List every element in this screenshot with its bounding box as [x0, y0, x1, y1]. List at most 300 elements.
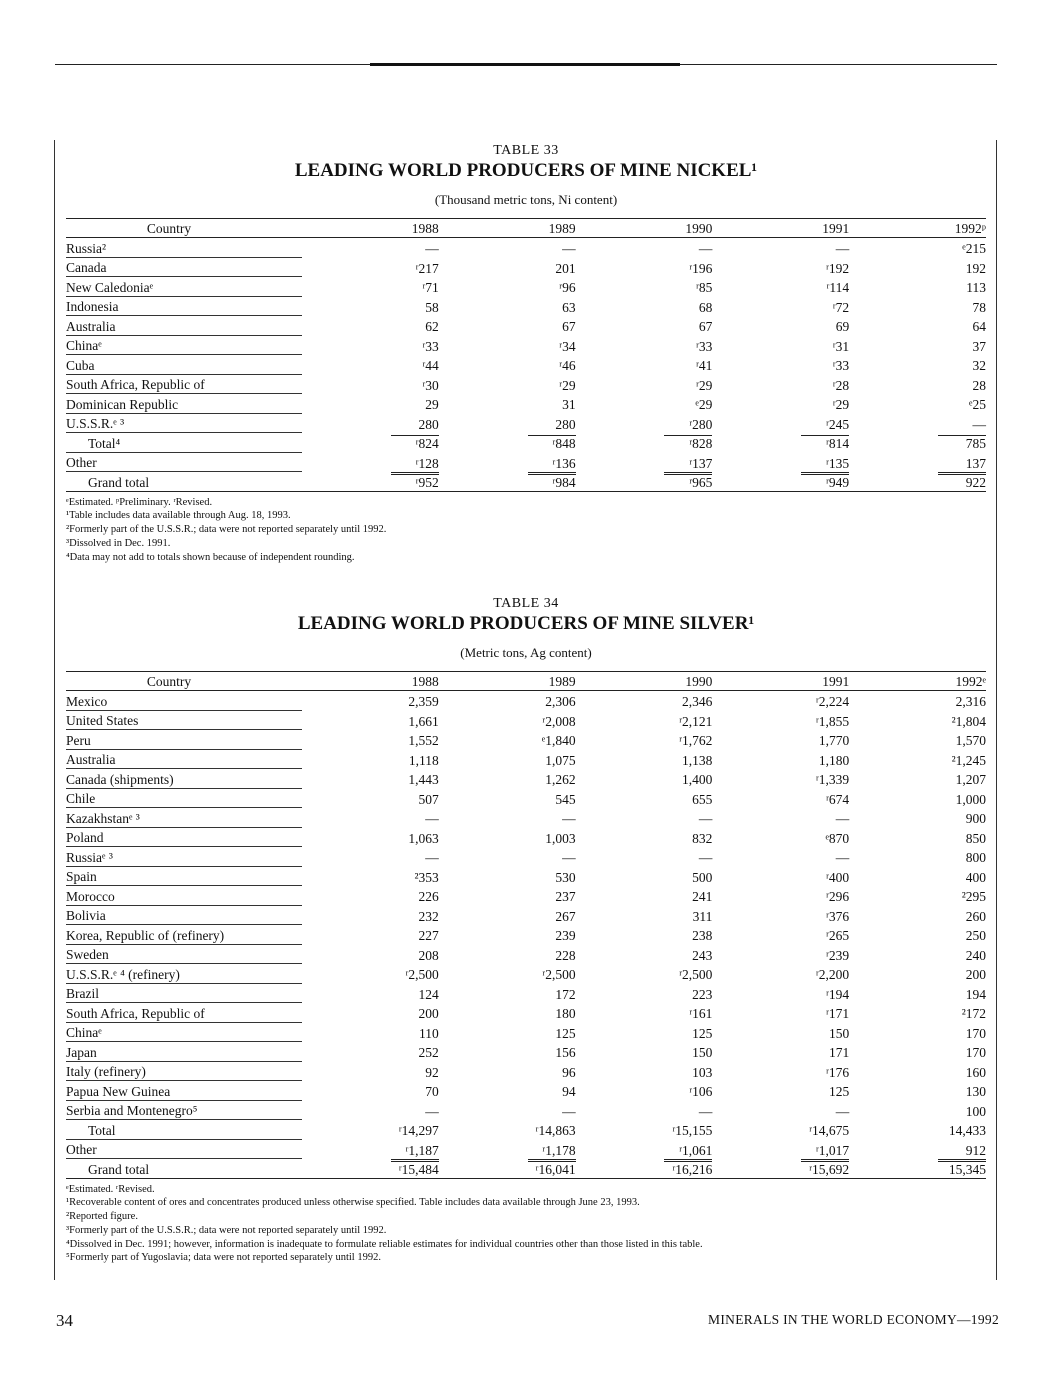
cell-value: — — [425, 1103, 439, 1119]
row-label: Total — [66, 1120, 302, 1140]
cell-value: 228 — [555, 947, 576, 963]
cell-value: 2,359 — [408, 694, 439, 709]
cell-value: ʳ828 — [576, 433, 713, 453]
cell-value: 900 — [965, 811, 986, 826]
table-row — [66, 472, 986, 492]
cell-value: — — [835, 850, 850, 865]
column-header-year: 1989 — [439, 672, 576, 691]
cell-value: ʳ161 — [689, 1006, 713, 1021]
cell-value: 1,207 — [955, 772, 986, 787]
table-title: LEADING WORLD PRODUCERS OF MINE SILVER¹ — [297, 613, 755, 634]
cell-value: 68 — [698, 299, 713, 315]
cell-value: 785 — [849, 433, 986, 453]
cell-value: ʳ31 — [832, 338, 850, 354]
cell-value: ʳ135 — [826, 455, 850, 471]
table-row — [66, 944, 986, 964]
cell-value: 232 — [418, 908, 439, 924]
table-number: TABLE 33 — [493, 143, 559, 158]
cell-value: 1,180 — [818, 752, 850, 768]
column-header-year: 1992ᵖ — [849, 219, 986, 238]
cell-value: ʳ46 — [559, 358, 576, 373]
cell-value: 922 — [849, 472, 986, 492]
cell-value: ʳ114 — [826, 280, 850, 295]
cell-value: 160 — [965, 1064, 986, 1080]
table-row — [66, 394, 986, 414]
cell-value: ʳ33 — [422, 338, 439, 354]
cell-value: 500 — [692, 869, 713, 885]
table-row — [66, 1042, 986, 1062]
cell-value: 37 — [972, 338, 986, 354]
cell-value: ʳ96 — [559, 280, 576, 295]
row-label: Sweden — [66, 944, 302, 964]
table-row — [66, 296, 986, 316]
cell-value: ʳ1,762 — [679, 733, 713, 748]
cell-value: 96 — [562, 1064, 576, 1080]
footnote: ⁵Formerly part of Yugoslavia; data were not reported separately until 1992. — [66, 1252, 381, 1264]
cell-value: ²1,804 — [951, 713, 986, 729]
cell-value: 1,138 — [682, 752, 713, 768]
table-row — [66, 788, 986, 808]
cell-value: ʳ137 — [689, 455, 713, 471]
cell-value: 14,433 — [948, 1123, 986, 1138]
cell-value: ʳ41 — [695, 358, 713, 373]
cell-value: 2,346 — [682, 694, 713, 709]
column-header-year: 1991 — [712, 672, 849, 691]
row-label: Bolivia — [66, 905, 302, 925]
footnote: ᵉEstimated. ʳRevised. — [66, 1183, 155, 1195]
cell-value: — — [425, 811, 439, 826]
cell-value: 113 — [966, 280, 986, 295]
cell-value: ʳ15,484 — [302, 1159, 439, 1179]
cell-value: 400 — [965, 869, 986, 885]
cell-value: 240 — [965, 947, 986, 963]
cell-value: 58 — [425, 299, 439, 315]
cell-value: 125 — [828, 1084, 850, 1099]
cell-value: 1,075 — [545, 752, 576, 768]
cell-value: ʳ1,187 — [405, 1142, 439, 1158]
cell-value: ᵉ1,840 — [541, 733, 576, 748]
footnote: ²Reported figure. — [66, 1211, 138, 1223]
cell-value: ʳ15,155 — [672, 1123, 713, 1138]
cell-value: ʳ15,692 — [712, 1159, 849, 1179]
row-label: Grand total — [66, 1159, 302, 1179]
footnote: ᵉEstimated. ᵖPreliminary. ʳRevised. — [66, 496, 213, 508]
cell-value: 252 — [418, 1045, 439, 1060]
cell-value: ʳ2,121 — [679, 713, 713, 729]
table-row — [66, 710, 986, 730]
column-header-year: 1990 — [576, 219, 713, 238]
cell-value: ʳ376 — [826, 908, 850, 924]
cell-value: ʳ965 — [576, 472, 713, 492]
cell-value: ʳ280 — [689, 416, 713, 432]
table-row — [66, 730, 986, 750]
cell-value: 125 — [692, 1025, 713, 1041]
cell-value: 124 — [418, 986, 439, 1002]
cell-value: ʳ28 — [832, 377, 850, 393]
row-label: South Africa, Republic of — [66, 374, 302, 394]
cell-value: ʳ400 — [826, 869, 850, 885]
cell-value: 171 — [828, 1045, 850, 1060]
cell-value: 70 — [425, 1084, 439, 1099]
cell-value: ʳ265 — [826, 928, 850, 943]
footnote: ³Formerly part of the U.S.S.R.; data were not reported separately until 1992. — [66, 1224, 387, 1236]
table-title: LEADING WORLD PRODUCERS OF MINE NICKEL¹ — [294, 160, 758, 181]
cell-value: — — [562, 850, 576, 865]
footnote: ³Dissolved in Dec. 1991. — [66, 537, 171, 549]
row-label: Brazil — [66, 983, 302, 1003]
table-row — [66, 983, 986, 1003]
cell-value: 238 — [692, 928, 713, 943]
cell-value: 507 — [418, 791, 439, 807]
cell-value: 655 — [692, 791, 713, 807]
cell-value: 192 — [965, 260, 986, 276]
cell-value: 832 — [692, 830, 713, 846]
cell-value: 208 — [418, 947, 439, 963]
cell-value: ʳ2,500 — [679, 967, 713, 982]
row-label: Australia — [66, 316, 302, 336]
cell-value: 311 — [692, 908, 713, 924]
cell-value: 545 — [555, 791, 576, 807]
cell-value: 67 — [698, 319, 713, 334]
row-label: Mexico — [66, 691, 302, 711]
right-margin-rule — [996, 140, 997, 1280]
cell-value: ʳ239 — [826, 947, 850, 963]
cell-value: — — [835, 241, 850, 256]
cell-value: ʳ1,017 — [815, 1142, 850, 1158]
cell-value: ²295 — [961, 889, 986, 904]
running-title: MINERALS IN THE WORLD ECONOMY—1992 — [708, 1312, 999, 1327]
cell-value: ʳ1,855 — [815, 713, 850, 729]
cell-value: 250 — [965, 928, 986, 943]
cell-value: ʳ30 — [422, 377, 439, 393]
row-label: Papua New Guinea — [66, 1081, 302, 1101]
cell-value: 241 — [692, 889, 713, 904]
row-label: Canada (shipments) — [66, 769, 302, 789]
table-row — [66, 905, 986, 925]
table-row — [66, 433, 986, 453]
cell-value: ʳ984 — [439, 472, 576, 492]
cell-value: ʳ106 — [689, 1084, 713, 1099]
row-label: Russiaᵉ ³ — [66, 847, 302, 867]
cell-value: 280 — [555, 416, 576, 432]
row-label: Peru — [66, 730, 302, 750]
cell-value: 200 — [418, 1006, 439, 1021]
cell-value: 150 — [692, 1045, 713, 1060]
footnote: ²Formerly part of the U.S.S.R.; data were not reported separately until 1992. — [66, 524, 387, 536]
cell-value: 267 — [555, 908, 576, 924]
cell-value: ʳ674 — [826, 791, 850, 807]
cell-value: 130 — [965, 1084, 986, 1099]
column-header-year: 1988 — [302, 219, 439, 238]
row-label: New Caledoniaᵉ — [66, 277, 302, 297]
cell-value: 170 — [965, 1025, 986, 1041]
column-header-year: 1989 — [439, 219, 576, 238]
cell-value: 260 — [965, 908, 986, 924]
row-label: Australia — [66, 749, 302, 769]
cell-value: ʳ952 — [302, 472, 439, 492]
cell-value: 170 — [965, 1045, 986, 1060]
cell-value: ʳ2,500 — [542, 967, 576, 982]
row-label: Kazakhstanᵉ ³ — [66, 808, 302, 828]
table-row — [66, 691, 986, 711]
cell-value: ʳ196 — [689, 260, 713, 276]
row-label: U.S.S.R.ᵉ ³ — [66, 413, 302, 433]
cell-value: 78 — [972, 299, 986, 315]
table-row — [66, 1081, 986, 1101]
cell-value: 2,306 — [545, 694, 576, 709]
table-row — [66, 1120, 986, 1140]
table-row — [66, 749, 986, 769]
row-label: U.S.S.R.ᵉ ⁴ (refinery) — [66, 964, 302, 984]
table-row — [66, 1022, 986, 1042]
row-label: Korea, Republic of (refinery) — [66, 925, 302, 945]
cell-value: ʳ848 — [439, 433, 576, 453]
cell-value: 1,400 — [682, 772, 713, 787]
table-unit: (Thousand metric tons, Ni content) — [434, 192, 618, 207]
cell-value: ʳ16,041 — [439, 1159, 576, 1179]
table-row — [66, 238, 986, 258]
cell-value: ᵉ215 — [962, 241, 986, 256]
cell-value: 92 — [425, 1064, 439, 1080]
row-label: Chinaᵉ — [66, 335, 302, 355]
cell-value: ʳ217 — [415, 260, 439, 276]
row-label: Dominican Republic — [66, 394, 302, 414]
row-label: Italy (refinery) — [66, 1061, 302, 1081]
cell-value: 1,443 — [408, 772, 439, 787]
cell-value: — — [835, 1103, 850, 1119]
cell-value: 29 — [425, 397, 439, 412]
table-33-block — [66, 143, 986, 564]
cell-value: — — [425, 850, 439, 865]
table-row — [66, 808, 986, 828]
row-label: Serbia and Montenegro⁵ — [66, 1100, 302, 1120]
cell-value: ʳ2,008 — [542, 713, 576, 729]
cell-value: 1,770 — [818, 733, 850, 748]
cell-value: 1,262 — [545, 772, 576, 787]
cell-value: 1,003 — [545, 830, 576, 846]
table-row — [66, 1139, 986, 1159]
table-unit: (Metric tons, Ag content) — [460, 645, 592, 660]
table-row — [66, 316, 986, 336]
cell-value: — — [698, 850, 713, 865]
cell-value: ʳ824 — [302, 433, 439, 453]
cell-value: ʳ71 — [422, 280, 439, 295]
cell-value: 1,552 — [408, 733, 439, 748]
cell-value: 63 — [562, 299, 576, 315]
cell-value: 280 — [418, 416, 439, 432]
cell-value: ᵉ25 — [969, 397, 986, 412]
table-row — [66, 847, 986, 867]
cell-value: 150 — [828, 1025, 850, 1041]
page-number: 34 — [56, 1311, 73, 1330]
cell-value: ʳ16,216 — [576, 1159, 713, 1179]
cell-value: ʳ194 — [826, 986, 850, 1002]
cell-value: ʳ34 — [559, 338, 576, 354]
cell-value: 15,345 — [849, 1159, 986, 1179]
cell-value: 243 — [692, 947, 713, 963]
table-row — [66, 452, 986, 472]
column-header-year: 1988 — [302, 672, 439, 691]
table-34-block — [66, 596, 986, 1265]
row-label: Total⁴ — [66, 433, 302, 453]
row-label: Other — [66, 1139, 302, 1159]
column-header-year: 1990 — [576, 672, 713, 691]
table-row — [66, 827, 986, 847]
cell-value: 239 — [555, 928, 576, 943]
cell-value: ʳ14,297 — [398, 1123, 439, 1138]
cell-value: 156 — [555, 1045, 576, 1060]
cell-value: ʳ1,178 — [542, 1142, 576, 1158]
cell-value: 94 — [562, 1084, 576, 1099]
row-label: Canada — [66, 257, 302, 277]
cell-value: 125 — [555, 1025, 576, 1041]
header-row — [66, 219, 986, 238]
cell-value: ʳ296 — [826, 889, 850, 904]
row-label: Japan — [66, 1042, 302, 1062]
cell-value: 226 — [418, 889, 439, 904]
cell-value: 2,316 — [955, 694, 986, 709]
row-label: Chinaᵉ — [66, 1022, 302, 1042]
cell-value: 137 — [965, 455, 986, 471]
cell-value: ʳ85 — [695, 280, 713, 295]
cell-value: 103 — [692, 1064, 713, 1080]
footnote: ⁴Data may not add to totals shown because of independent rounding. — [66, 551, 355, 563]
cell-value: ʳ2,200 — [815, 967, 850, 982]
row-label: South Africa, Republic of — [66, 1003, 302, 1023]
left-margin-rule — [54, 140, 55, 1280]
cell-value: 180 — [555, 1006, 576, 1021]
cell-value: — — [425, 241, 439, 256]
footnote: ¹Recoverable content of ores and concentrates produced unless otherwise specified. Table includes data available through June 23, 1993. — [66, 1197, 640, 1209]
table-row — [66, 1061, 986, 1081]
cell-value: — — [698, 1103, 713, 1119]
row-label: Indonesia — [66, 296, 302, 316]
table-row — [66, 277, 986, 297]
cell-value: 194 — [965, 986, 986, 1002]
cell-value: ʳ14,675 — [809, 1123, 850, 1138]
cell-value: ʳ128 — [415, 455, 439, 471]
cell-value: — — [562, 1103, 576, 1119]
table-row — [66, 925, 986, 945]
cell-value: ʳ814 — [712, 433, 849, 453]
cell-value: 32 — [972, 358, 986, 373]
cell-value: ʳ2,500 — [405, 967, 439, 982]
column-header-year: 1991 — [712, 219, 849, 238]
cell-value: 1,118 — [408, 752, 439, 768]
table-row — [66, 769, 986, 789]
cell-value: ʳ1,339 — [815, 772, 850, 787]
row-label: Morocco — [66, 886, 302, 906]
row-label: Poland — [66, 827, 302, 847]
cell-value: — — [835, 811, 850, 826]
cell-value: ᵉ29 — [695, 397, 713, 412]
cell-value: ʳ2,224 — [815, 694, 850, 709]
cell-value: 67 — [562, 319, 576, 334]
cell-value: 223 — [692, 986, 713, 1002]
cell-value: 912 — [965, 1142, 986, 1158]
cell-value: 201 — [555, 260, 576, 276]
cell-value: ʳ44 — [422, 358, 439, 373]
nickel-table — [66, 218, 986, 492]
cell-value: 28 — [972, 377, 986, 393]
cell-value: ʳ245 — [826, 416, 850, 432]
cell-value: ʳ171 — [826, 1006, 850, 1021]
cell-value: 1,661 — [408, 713, 439, 729]
table-number: TABLE 34 — [493, 596, 559, 611]
cell-value: ʳ29 — [559, 377, 576, 393]
table-row — [66, 355, 986, 375]
cell-value: 850 — [965, 830, 986, 846]
row-label: Chile — [66, 788, 302, 808]
row-label: Spain — [66, 866, 302, 886]
footnote: ⁴Dissolved in Dec. 1991; however, information is inadequate to formulate reliable estimates for individual countries other than those listed in this table. — [66, 1238, 703, 1250]
cell-value: ²1,245 — [951, 752, 986, 768]
cell-value: ʳ1,061 — [679, 1142, 713, 1158]
cell-value: ʳ14,863 — [535, 1123, 576, 1138]
footnote: ¹Table includes data available through Aug. 18, 1993. — [66, 510, 291, 522]
row-label: Grand total — [66, 472, 302, 492]
cell-value: 237 — [555, 889, 576, 904]
header-rule-accent — [370, 63, 680, 66]
cell-value: — — [972, 416, 986, 432]
table-row — [66, 1100, 986, 1120]
cell-value: 64 — [972, 319, 986, 334]
header-row — [66, 672, 986, 691]
cell-value: — — [698, 241, 713, 256]
cell-value: 1,570 — [955, 733, 986, 748]
cell-value: 62 — [425, 319, 439, 334]
cell-value: 110 — [419, 1025, 439, 1041]
cell-value: ʳ192 — [826, 260, 850, 276]
cell-value: — — [698, 811, 713, 826]
row-label: United States — [66, 710, 302, 730]
cell-value: 200 — [965, 967, 986, 982]
cell-value: ʳ33 — [832, 358, 850, 373]
cell-value: 1,063 — [408, 830, 439, 846]
cell-value: ʳ72 — [832, 299, 850, 315]
table-row — [66, 886, 986, 906]
cell-value: 31 — [562, 397, 576, 412]
table-row — [66, 257, 986, 277]
cell-value: 530 — [555, 869, 576, 885]
cell-value: 172 — [555, 986, 576, 1002]
silver-table — [66, 671, 986, 1179]
cell-value: 800 — [965, 850, 986, 865]
row-label: Other — [66, 452, 302, 472]
cell-value: ʳ29 — [695, 377, 713, 393]
table-row — [66, 374, 986, 394]
cell-value: 1,000 — [955, 791, 986, 807]
table-row — [66, 866, 986, 886]
table-row — [66, 1159, 986, 1179]
cell-value: 100 — [965, 1103, 986, 1119]
cell-value: — — [562, 811, 576, 826]
row-label: Cuba — [66, 355, 302, 375]
cell-value: 227 — [418, 928, 439, 943]
cell-value: ʳ949 — [712, 472, 849, 492]
table-row — [66, 413, 986, 433]
cell-value: ᵉ870 — [825, 830, 850, 846]
table-notes — [66, 496, 986, 565]
table-row — [66, 964, 986, 984]
cell-value: ʳ176 — [826, 1064, 850, 1080]
cell-value: ʳ33 — [695, 338, 713, 354]
column-header-year: 1992ᵉ — [849, 672, 986, 691]
cell-value: ²353 — [414, 869, 439, 885]
table-notes — [66, 1183, 986, 1266]
cell-value: 69 — [835, 319, 850, 334]
cell-value: ʳ29 — [832, 397, 850, 412]
